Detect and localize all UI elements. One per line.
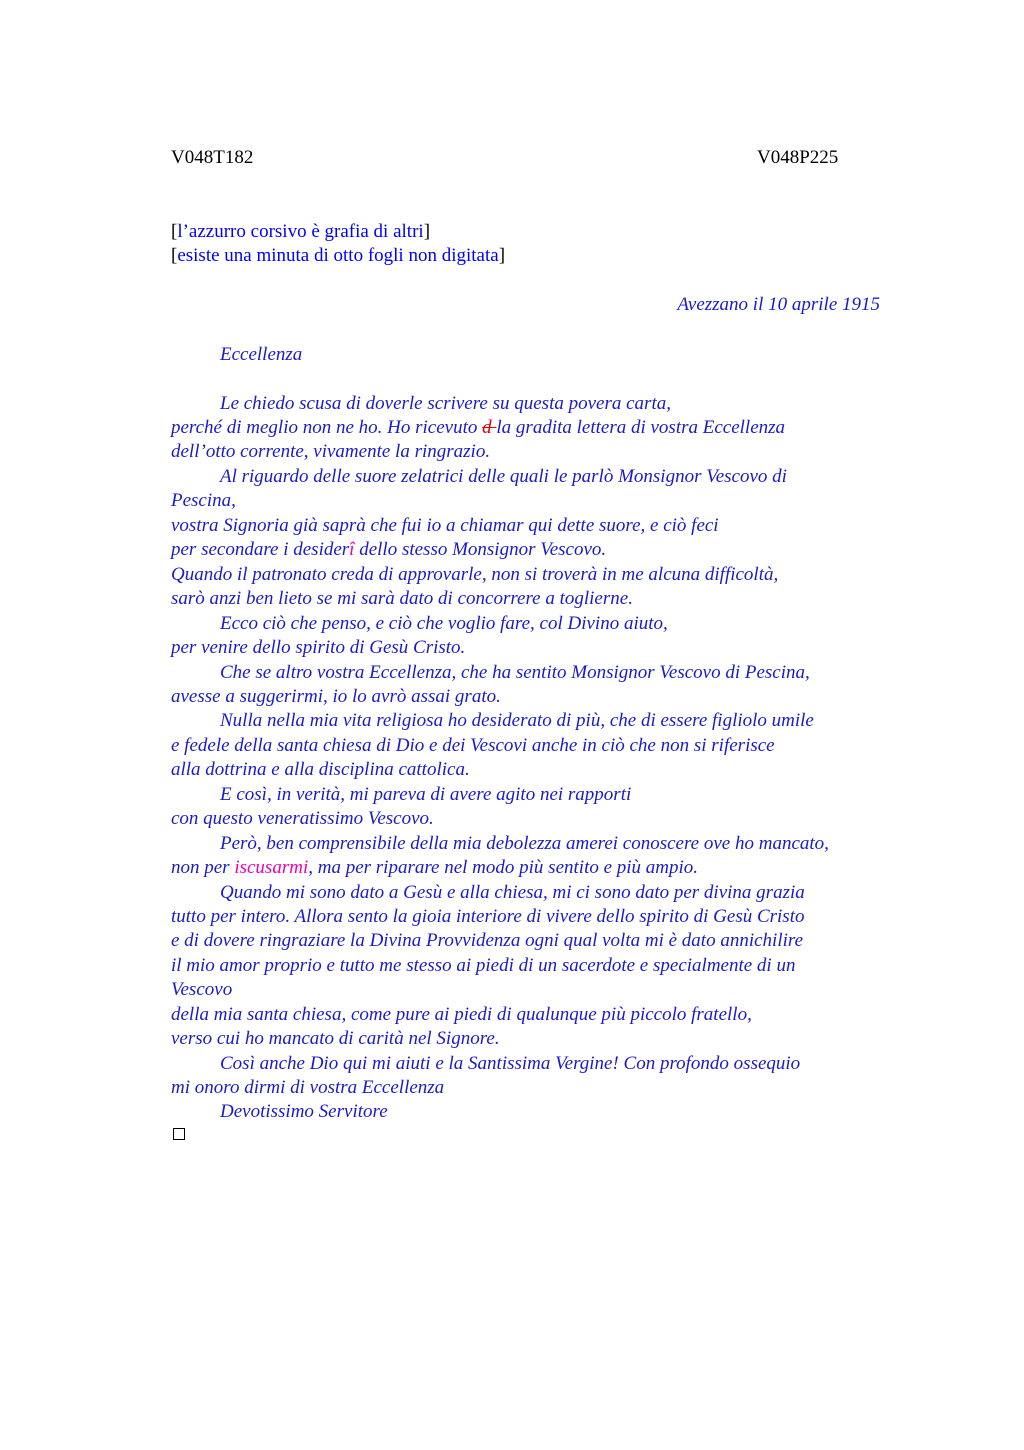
letter-line: mi onoro dirmi di vostra Eccellenza [171,1077,445,1098]
bracket-open: [ [171,245,178,266]
letter-line: Ecco ciò che penso, e ciò che voglio fare, col Divino aiuto, [220,613,668,634]
letter-line: Nulla nella mia vita religiosa ho desiderato di più, che di essere figliolo umile [220,710,814,731]
letter-line: alla dottrina e alla disciplina cattolica. [171,759,470,780]
note-text: l’azzurro corsivo è grafia di altri [177,221,424,242]
bracket-open: [ [171,221,178,242]
highlighted-correction: î [349,539,355,560]
bracket-close: ] [498,245,506,266]
letter-salutation: Eccellenza [220,344,303,365]
letter-line: E così, in verità, mi pareva di avere agito nei rapporti [220,784,632,805]
letter-line: vostra Signoria già saprà che fui io a chiamar qui dette suore, e ciò feci [171,515,719,536]
text-segment: dello stesso Monsignor Vescovo. [354,539,607,560]
letter-line: verso cui ho mancato di carità nel Signore. [171,1028,500,1049]
letter-line: della mia santa chiesa, come pure ai piedi di qualunque più piccolo fratello, [171,1004,752,1025]
letter-line [171,538,606,562]
letter-line: e fedele della santa chiesa di Dio e dei Vescovi anche in ciò che non si riferisce [171,735,775,756]
letter-line: Così anche Dio qui mi aiuti e la Santissima Vergine! Con profondo ossequio [220,1053,801,1074]
letter-line: per venire dello spirito di Gesù Cristo. [171,637,466,658]
text-segment: , ma per riparare nel modo più sentito e più ampio. [308,857,699,878]
letter-closing: Devotissimo Servitore [220,1101,388,1122]
letter-line: Le chiedo scusa di doverle scrivere su questa povera carta, [220,393,671,414]
editorial-note-1 [171,221,430,243]
struck-correction: d [482,417,497,438]
bracket-close: ] [423,221,431,242]
letter-line: avesse a suggerirmi, io lo avrò assai grato. [171,686,501,707]
letter-line: Quando mi sono dato a Gesù e alla chiesa, mi ci sono dato per divina grazia [220,882,805,903]
document-code-right: V048P225 [757,147,839,168]
letter-line [171,856,698,880]
text-segment: la gradita lettera di vostra Eccellenza [496,417,786,438]
letter-line: Quando il patronato creda di approvarle, non si troverà in me alcuna difficoltà, [171,564,779,585]
editorial-note-2 [171,245,505,267]
letter-line [171,416,785,440]
note-text: esiste una minuta di otto fogli non digitata [177,245,499,266]
highlighted-correction: iscusarmi [234,857,309,878]
letter-line: con questo veneratissimo Vescovo. [171,808,434,829]
end-marker-box [173,1128,185,1140]
letter-line: tutto per intero. Allora sento la gioia interiore di vivere dello spirito di Gesù Cristo [171,906,805,927]
document-code-left: V048T182 [171,147,254,168]
letter-line: Vescovo [171,979,233,1000]
letter-line: Però, ben comprensibile della mia debolezza amerei conoscere ove ho mancato, [220,833,829,854]
letter-line: Che se altro vostra Eccellenza, che ha sentito Monsignor Vescovo di Pescina, [220,662,810,683]
letter-date: Avezzano il 10 aprile 1915 [677,294,880,315]
letter-line: e di dovere ringraziare la Divina Provvidenza ogni qual volta mi è dato annichilire [171,930,804,951]
letter-line: Al riguardo delle suore zelatrici delle quali le parlò Monsignor Vescovo di [220,466,787,487]
letter-line: sarò anzi ben lieto se mi sarà dato di concorrere a toglierne. [171,588,633,609]
text-segment: non per [171,857,235,878]
letter-line: Pescina, [171,490,236,511]
text-segment: per secondare i desider [171,539,350,560]
letter-line: il mio amor proprio e tutto me stesso ai piedi di un sacerdote e specialmente di un [171,955,796,976]
text-segment: perché di meglio non ne ho. Ho ricevuto [171,417,483,438]
letter-line: dell’otto corrente, vivamente la ringrazio. [171,441,491,462]
